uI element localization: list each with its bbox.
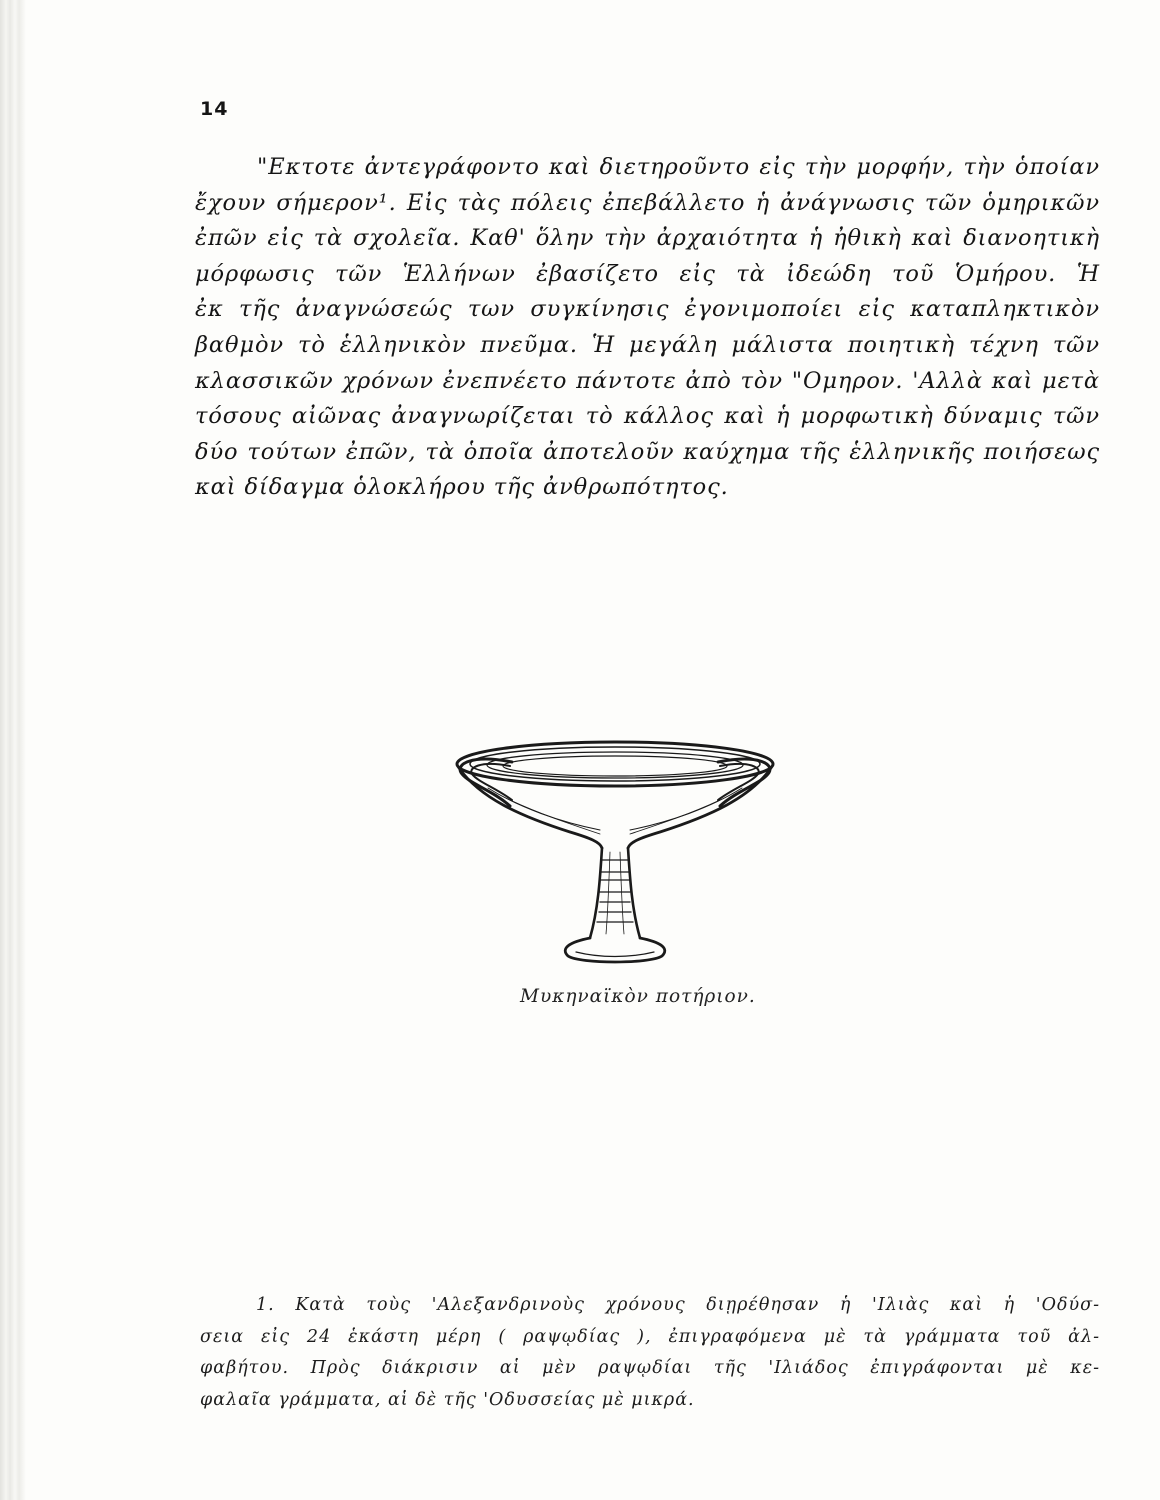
kylix-drawing-icon (450, 730, 780, 970)
body-line: καὶ δίδαγμα ὁλοκλήρου τῆς ἀνθρωπότητος. (195, 474, 729, 501)
page-number: 14 (200, 98, 229, 120)
body-paragraph (195, 150, 1100, 506)
footnote (200, 1290, 1100, 1416)
body-line: τόσους αἰῶνας ἀναγνωρίζεται τὸ κάλλος καὶ ἡ μορφωτικὴ δύναμις τῶν (195, 403, 1100, 430)
figure-caption: Μυκηναϊκὸν ποτήριον. (520, 986, 756, 1007)
body-line: μόρφωσις τῶν Ἑλλήνων ἐβασίζετο εἰς τὰ ἰδεώδη τοῦ Ὁμήρου. Ἡ (195, 260, 1100, 287)
page-edge-shadow (0, 0, 26, 1500)
kylix-illustration (450, 730, 780, 970)
body-line: "Εκτοτε ἀντεγράφοντο καὶ διετηροῦντο εἰς τὴν μορφήν, τὴν ὁποίαν (257, 154, 1100, 180)
footnote-line: φαβήτου. Πρὸς διάκρισιν αἱ μὲν ραψῳδίαι τῆς 'Ιλιάδος ἐπιγράφονται μὲ κε- (200, 1358, 1100, 1378)
body-line: ἔχουν σήμερον¹. Εἰς τὰς πόλεις ἐπεβάλλετο ἡ ἀνάγνωσις τῶν ὁμηρικῶν (195, 189, 1100, 216)
footnote-line: 1. Κατὰ τοὺς 'Αλεξανδρινοὺς χρόνους διῃρέθησαν ἡ 'Ιλιὰς καὶ ἡ 'Οδύσ- (256, 1295, 1100, 1315)
footnote-line: φαλαῖα γράμματα, αἱ δὲ τῆς 'Οδυσσείας μὲ μικρά. (200, 1389, 695, 1410)
body-line: κλασσικῶν χρόνων ἐνεπνέετο πάντοτε ἀπὸ τὸν "Ομηρον. 'Αλλὰ καὶ μετὰ (195, 367, 1100, 394)
body-line: ἐπῶν εἰς τὰ σχολεῖα. Καθ' ὅλην τὴν ἀρχαιότητα ἡ ἠθικὴ καὶ διανοητικὴ (195, 225, 1100, 252)
footnote-line: σεια εἰς 24 ἑκάστη μέρη ( ραψῳδίας ), ἐπιγραφόμενα μὲ τὰ γράμματα τοῦ ἀλ- (200, 1326, 1100, 1347)
body-line: βαθμὸν τὸ ἑλληνικὸν πνεῦμα. Ἡ μεγάλη μάλιστα ποιητικὴ τέχνη τῶν (195, 331, 1100, 358)
body-line: ἐκ τῆς ἀναγνώσεώς των συγκίνησις ἐγονιμοποίει εἰς καταπληκτικὸν (195, 296, 1100, 323)
body-line: δύο τούτων ἐπῶν, τὰ ὁποῖα ἀποτελοῦν καύχημα τῆς ἑλληνικῆς ποιήσεως (195, 438, 1100, 465)
